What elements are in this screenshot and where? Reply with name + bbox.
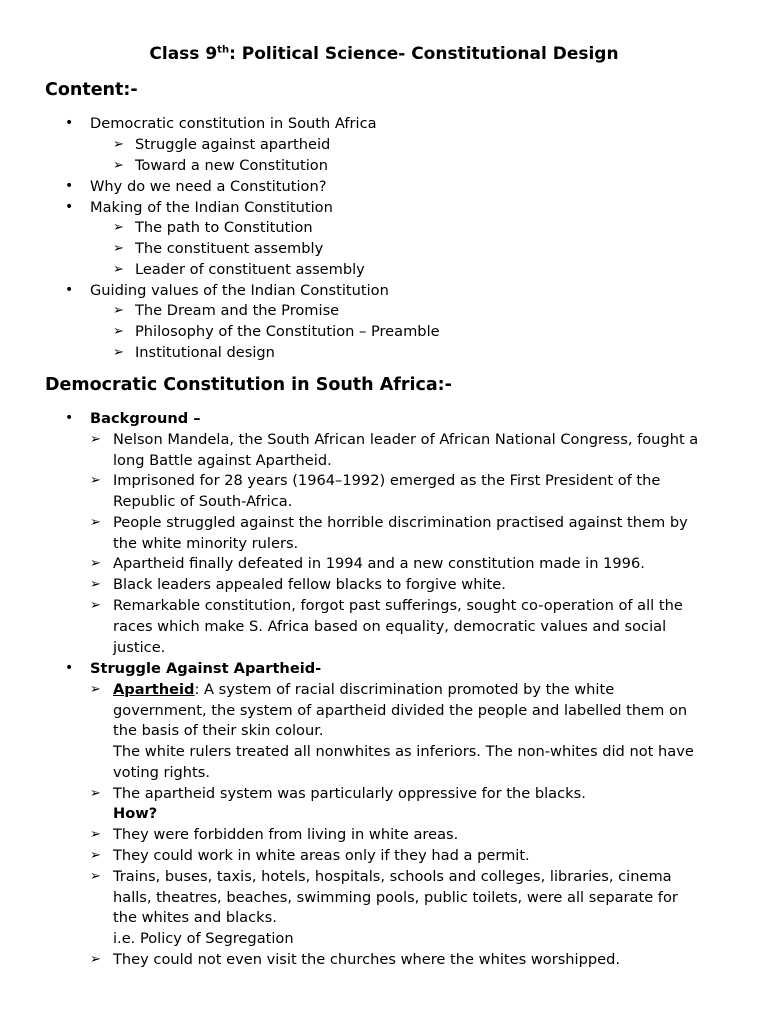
content-subitem: Philosophy of the Constitution – Preamble [135, 323, 440, 340]
struggle-line: halls, theatres, beaches, swimming pools, public toilets, were all separate for [113, 889, 678, 906]
content-item: Making of the Indian Constitution [90, 199, 333, 216]
arrow-bullet-icon: ➢ [113, 241, 124, 256]
content-item: Why do we need a Constitution? [90, 178, 327, 195]
arrow-bullet-icon: ➢ [90, 869, 101, 884]
arrow-bullet-icon: ➢ [113, 324, 124, 339]
content-subitem: Struggle against apartheid [135, 136, 331, 153]
background-heading: Background – [90, 410, 201, 427]
arrow-bullet-icon: ➢ [113, 262, 124, 277]
background-line: Apartheid finally defeated in 1994 and a new constitution made in 1996. [113, 555, 645, 572]
struggle-heading: Struggle Against Apartheid- [90, 660, 322, 677]
bullet-icon: • [65, 178, 74, 194]
background-line: races which make S. Africa based on equality, democratic values and social [113, 618, 667, 635]
background-line: Remarkable constitution, forgot past sufferings, sought co-operation of all the [113, 597, 683, 614]
bullet-icon: • [65, 410, 74, 426]
content-subitem: Leader of constituent assembly [135, 261, 365, 278]
arrow-bullet-icon: ➢ [113, 303, 124, 318]
arrow-bullet-icon: ➢ [90, 786, 101, 801]
content-subitem: Institutional design [135, 344, 275, 361]
apartheid-definition [113, 681, 614, 698]
struggle-line: They could not even visit the churches where the whites worshipped. [113, 951, 621, 968]
struggle-line: the whites and blacks. [113, 909, 277, 926]
content-heading: Content:- [45, 80, 138, 100]
arrow-bullet-icon: ➢ [90, 556, 101, 571]
bullet-icon: • [65, 199, 74, 215]
content-subitem: The path to Constitution [135, 219, 313, 236]
arrow-bullet-icon: ➢ [113, 220, 124, 235]
arrow-bullet-icon: ➢ [90, 515, 101, 530]
background-line: Black leaders appealed fellow blacks to forgive white. [113, 576, 506, 593]
arrow-bullet-icon: ➢ [90, 577, 101, 592]
background-line: justice. [113, 639, 166, 656]
bullet-icon: • [65, 282, 74, 298]
struggle-line: They were forbidden from living in white areas. [113, 826, 459, 843]
arrow-bullet-icon: ➢ [90, 473, 101, 488]
title-main: Class 9 [149, 44, 218, 64]
struggle-line: government, the system of apartheid divided the people and labelled them on [113, 702, 688, 719]
bullet-icon: • [65, 660, 74, 676]
struggle-line: The apartheid system was particularly oppressive for the blacks. [113, 785, 586, 802]
content-item: Democratic constitution in South Africa [90, 115, 377, 132]
page-title [0, 44, 768, 64]
background-line: People struggled against the horrible discrimination practised against them by [113, 514, 688, 531]
struggle-line: the basis of their skin colour. [113, 722, 324, 739]
arrow-bullet-icon: ➢ [113, 137, 124, 152]
arrow-bullet-icon: ➢ [113, 158, 124, 173]
bullet-icon: • [65, 115, 74, 131]
arrow-bullet-icon: ➢ [90, 682, 101, 697]
content-subitem: The constituent assembly [135, 240, 324, 257]
struggle-line: i.e. Policy of Segregation [113, 930, 294, 947]
arrow-bullet-icon: ➢ [113, 345, 124, 360]
background-line: the white minority rulers. [113, 535, 299, 552]
struggle-line: They could work in white areas only if they had a permit. [113, 847, 530, 864]
section-heading: Democratic Constitution in South Africa:- [45, 375, 452, 395]
struggle-text: : A system of racial discrimination promoted by the white [194, 681, 615, 698]
arrow-bullet-icon: ➢ [90, 848, 101, 863]
arrow-bullet-icon: ➢ [90, 952, 101, 967]
background-line: Imprisoned for 28 years (1964–1992) emerged as the First President of the [113, 472, 661, 489]
arrow-bullet-icon: ➢ [90, 598, 101, 613]
title-superscript: th [217, 44, 230, 56]
struggle-line: The white rulers treated all nonwhites as inferiors. The non-whites did not have [113, 743, 694, 760]
background-line: Republic of South-Africa. [113, 493, 293, 510]
struggle-line: Trains, buses, taxis, hotels, hospitals, schools and colleges, libraries, cinema [113, 868, 672, 885]
arrow-bullet-icon: ➢ [90, 827, 101, 842]
struggle-line: voting rights. [113, 764, 211, 781]
arrow-bullet-icon: ➢ [90, 432, 101, 447]
apartheid-term: Apartheid [113, 681, 195, 698]
title-rest: : Political Science- Constitutional Design [229, 44, 619, 64]
content-subitem: Toward a new Constitution [135, 157, 328, 174]
content-subitem: The Dream and the Promise [135, 302, 340, 319]
how-label: How? [113, 805, 158, 822]
background-line: Nelson Mandela, the South African leader of African National Congress, fought a [113, 431, 699, 448]
background-line: long Battle against Apartheid. [113, 452, 332, 469]
content-item: Guiding values of the Indian Constitution [90, 282, 389, 299]
